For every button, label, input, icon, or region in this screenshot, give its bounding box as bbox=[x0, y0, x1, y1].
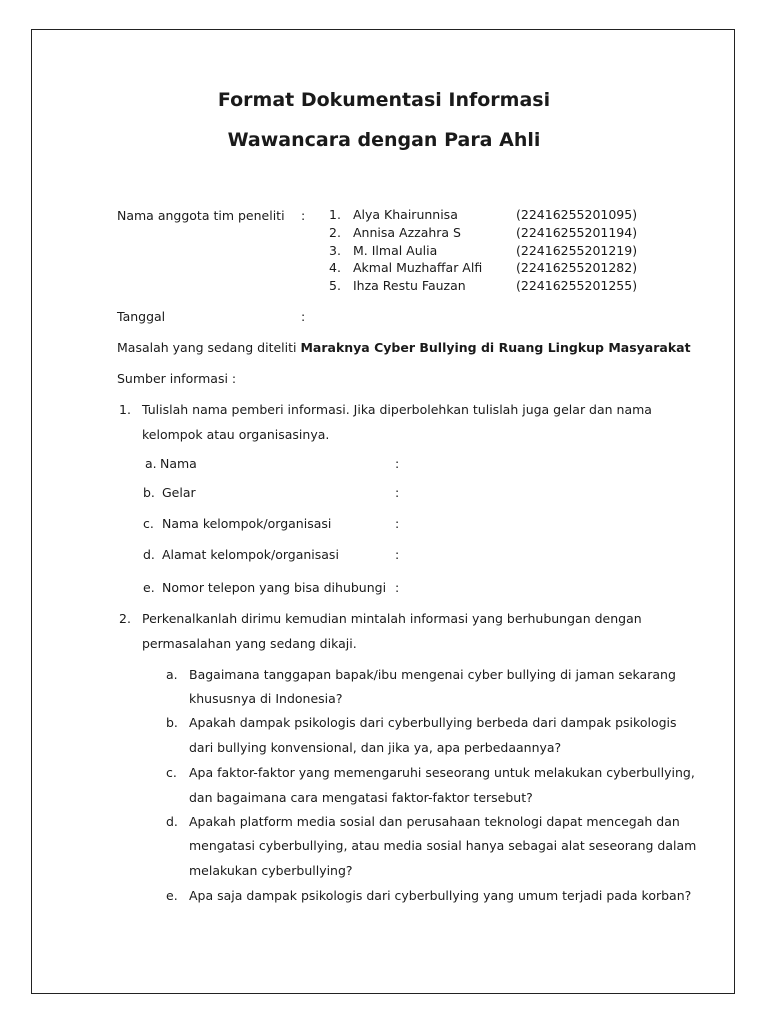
question-line: mengatasi cyberbullying, atau media sosial hanya sebagai alat seseorang dalam bbox=[189, 838, 697, 853]
question-line: melakukan cyberbullying? bbox=[189, 863, 353, 878]
member-name: Ihza Restu Fauzan bbox=[353, 278, 466, 293]
question-letter: e. bbox=[166, 888, 178, 903]
question-line: Bagaimana tanggapan bapak/ibu mengenai cyber bullying di jaman sekarang bbox=[189, 667, 676, 682]
section1-line1: Tulislah nama pemberi informasi. Jika diperbolehkan tulislah juga gelar dan nama bbox=[142, 402, 652, 417]
member-num: 5. bbox=[329, 278, 341, 293]
team-label: Nama anggota tim peneliti bbox=[117, 208, 285, 223]
field-colon: : bbox=[395, 516, 400, 531]
member-name: Annisa Azzahra S bbox=[353, 225, 461, 240]
question-line: khususnya di Indonesia? bbox=[189, 691, 343, 706]
field-colon: : bbox=[395, 580, 400, 595]
question-line: Apakah dampak psikologis dari cyberbullying berbeda dari dampak psikologis bbox=[189, 715, 677, 730]
member-id: (22416255201219) bbox=[516, 243, 638, 258]
field-label: Alamat kelompok/organisasi bbox=[162, 547, 339, 562]
question-line: dan bagaimana cara mengatasi faktor-faktor tersebut? bbox=[189, 790, 533, 805]
source-label: Sumber informasi : bbox=[117, 371, 237, 386]
member-num: 3. bbox=[329, 243, 341, 258]
problem-prefix: Masalah yang sedang diteliti bbox=[117, 340, 301, 355]
section1-line2: kelompok atau organisasinya. bbox=[142, 427, 330, 442]
member-id: (22416255201095) bbox=[516, 207, 638, 222]
field-letter: d. bbox=[143, 547, 155, 562]
doc-subtitle: Wawancara dengan Para Ahli bbox=[227, 129, 541, 151]
question-line: dari bullying konvensional, dan jika ya, apa perbedaannya? bbox=[189, 740, 562, 755]
member-id: (22416255201255) bbox=[516, 278, 638, 293]
field-label: Nomor telepon yang bisa dihubungi bbox=[162, 580, 387, 595]
question-letter: c. bbox=[166, 765, 177, 780]
field-label: Gelar bbox=[162, 485, 196, 500]
section1-num: 1. bbox=[119, 402, 131, 417]
section2-line1: Perkenalkanlah dirimu kemudian mintalah informasi yang berhubungan dengan bbox=[142, 611, 642, 626]
member-name: Alya Khairunnisa bbox=[353, 207, 458, 222]
date-label: Tanggal bbox=[117, 309, 166, 324]
field-letter: c. bbox=[143, 516, 154, 531]
problem-topic: Maraknya Cyber Bullying di Ruang Lingkup Masyarakat bbox=[300, 340, 691, 355]
team-colon: : bbox=[301, 208, 306, 223]
field-colon: : bbox=[395, 485, 400, 500]
date-colon: : bbox=[301, 309, 306, 324]
member-name: Akmal Muzhaffar Alfi bbox=[353, 260, 483, 275]
field-colon: : bbox=[395, 547, 400, 562]
field-label: Nama bbox=[160, 456, 197, 471]
member-num: 4. bbox=[329, 260, 341, 275]
member-num: 2. bbox=[329, 225, 341, 240]
question-line: Apa faktor-faktor yang memengaruhi seseorang untuk melakukan cyberbullying, bbox=[189, 765, 695, 780]
member-name: M. Ilmal Aulia bbox=[353, 243, 438, 258]
problem-statement bbox=[117, 340, 691, 355]
field-letter: b. bbox=[143, 485, 155, 500]
field-colon: : bbox=[395, 456, 400, 471]
field-letter: a. bbox=[145, 456, 157, 471]
section2-line2: permasalahan yang sedang dikaji. bbox=[142, 636, 357, 651]
member-id: (22416255201282) bbox=[516, 260, 638, 275]
member-num: 1. bbox=[329, 207, 341, 222]
section2-num: 2. bbox=[119, 611, 131, 626]
question-line: Apa saja dampak psikologis dari cyberbullying yang umum terjadi pada korban? bbox=[189, 888, 692, 903]
field-label: Nama kelompok/organisasi bbox=[162, 516, 332, 531]
question-letter: d. bbox=[166, 814, 178, 829]
field-letter: e. bbox=[143, 580, 155, 595]
question-letter: b. bbox=[166, 715, 178, 730]
doc-title: Format Dokumentasi Informasi bbox=[217, 89, 551, 111]
member-id: (22416255201194) bbox=[516, 225, 638, 240]
question-letter: a. bbox=[166, 667, 178, 682]
question-line: Apakah platform media sosial dan perusahaan teknologi dapat mencegah dan bbox=[189, 814, 680, 829]
